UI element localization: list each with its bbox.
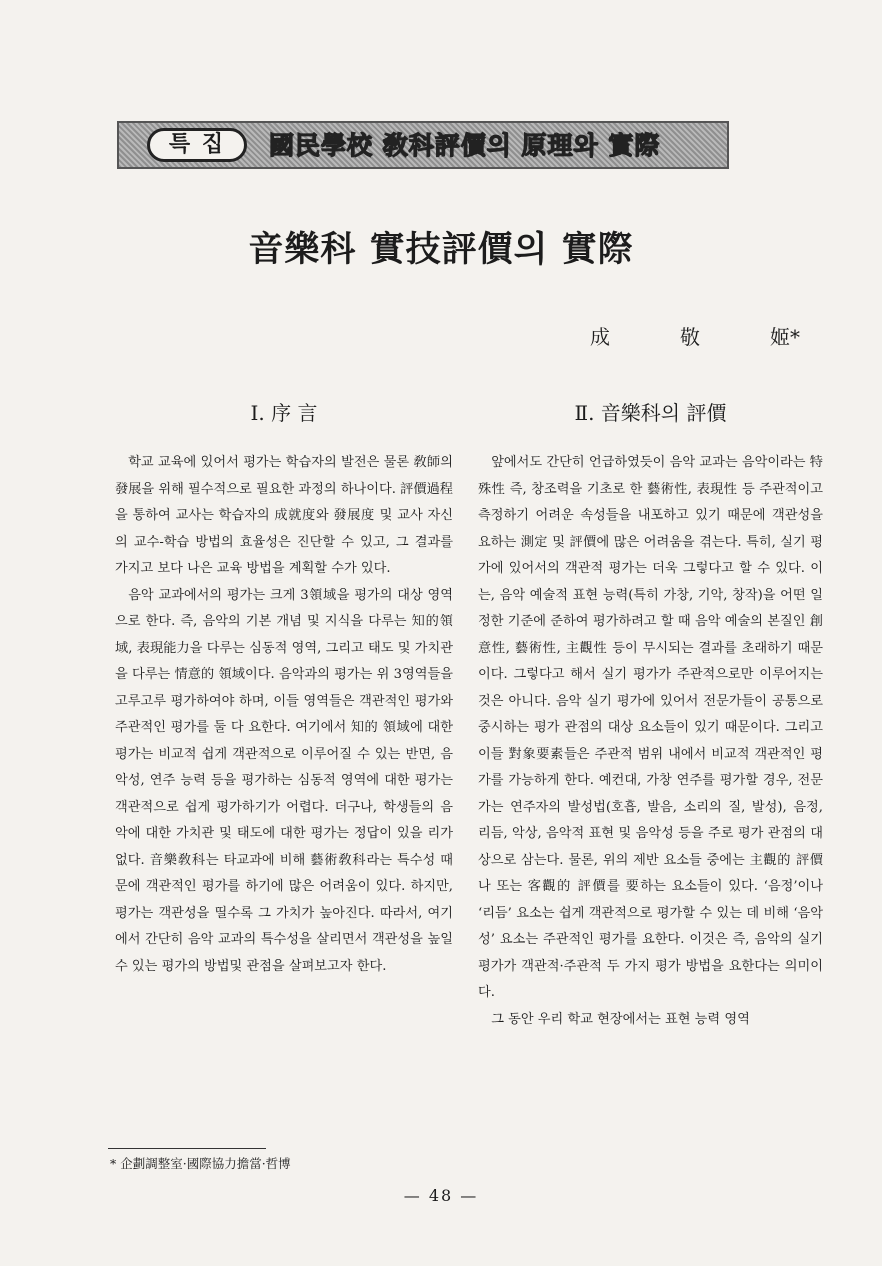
section-heading: Ⅱ. 音樂科의 評價 [574,401,727,425]
page-number: — 48 — [403,1186,479,1205]
special-feature-banner [117,121,729,169]
article-title: 音樂科 實技評價의 實際 [248,229,634,270]
section-introduction [115,398,453,980]
footnote-divider [108,1148,266,1149]
paragraph: 음악 교과에서의 평가는 크게 3領域을 평가의 대상 영역으로 한다. 즉, 음악의 기본 개념 및 지식을 다루는 知的領域, 表現能力을 다루는 심동적 영역, 그리고 태도 및 가치관을 다루는 情意的 領域이다. 음악과의 평가는 위 3영역들을 고루고루 평가하여야 하며, 이들 영역들은 객관적인 평가와 주관적인 평가를 둘 다 요한다. 여기에서 知的 領域에 대한 평가는 비교적 쉽게 객관적으로 이루어질 수 있는 반면, 음악성, 연주 능력 등을 평가하는 심동적 영역에 대한 평가는 객관적으로 쉽게 평가하기가 어렵다. 더구나, 학생들의 음악에 대한 가치관 및 태도에 대한 평가는 정답이 있을 리가 없다. 音樂敎科는 타교과에 비해 藝術敎科라는 특수성 때문에 객관적인 평가를 하기에 많은 어려움이 있다. 하지만, 평가는 객관성을 띨수록 그 가치가 높아진다. 따라서, 여기에서 간단히 음악 교과의 특수성을 살리면서 객관성을 높일 수 있는 평가의 방법및 관점을 살펴보고자 한다. [115,587,453,974]
paragraph: 학교 교육에 있어서 평가는 학습자의 발전은 물론 敎師의 發展을 위해 필수적으로 필요한 과정의 하나이다. 評價過程을 통하여 교사는 학습자의 成就度와 發展度 및 교사 자신의 교수-학습 방법의 효율성은 진단할 수 있고, 그 결과를 가지고 보다 나은 교육 방법을 계획할 수가 있다. [115,455,453,576]
paragraph: 앞에서도 간단히 언급하였듯이 음악 교과는 음악이라는 特殊性 즉, 창조력을 기초로 한 藝術性, 表現性 등 주관적이고 측정하기 어려운 속성들을 내포하고 있기 때문에 객관성을 요하는 測定 및 評價에 많은 어려움을 겪는다. 특히, 실기 평가에 있어서의 객관적 평가는 더욱 그렇다고 할 수 있다. 이는, 음악 예술적 표현 능력(특히 가창, 기악, 창작)을 어떤 일정한 기준에 준하여 평가하려고 할 때 음악 예술의 본질인 創意性, 藝術性, 主觀性 등이 무시되는 결과를 초래하기 때문이다. 그렇다고 해서 실기 평가가 주관적으로만 이루어지는 것은 아니다. 음악 실기 평가에 있어서 전문가들이 공통으로 중시하는 평가 관점의 대상 요소들이 있기 때문이다. 그리고 이들 對象要素들은 주관적 범위 내에서 비교적 객관적인 평가를 가능하게 한다. 예컨대, 가창 연주를 평가할 경우, 전문가는 연주자의 발성법(호흡, 발음, 소리의 질, 발성), 음정, 리듬, 악상, 음악적 표현 및 음악성 등을 주로 평가 관점의 대상으로 삼는다. 물론, 위의 제반 요소들 중에는 主觀的 評價나 또는 客觀的 評價를 要하는 요소들이 있다. ‘음정’이나 ‘리듬’ 요소는 쉽게 객관적으로 평가할 수 있는 데 비해 ‘음악성’ 요소는 주관적인 평가를 요한다. 이것은 즉, 음악의 실기 평가가 객관적·주관적 두 가지 평가 방법을 요한다는 의미이다. [478,455,823,1000]
author-char: 姬* [770,325,800,349]
paragraph: 그 동안 우리 학교 현장에서는 표현 능력 영역 [491,1011,750,1027]
author-char: 成 [590,325,610,349]
footnote: * 企劃調整室·國際協力擔當·哲博 [110,1156,291,1171]
author-char: 敬 [680,325,700,349]
section-heading: Ⅰ. 序 言 [250,401,318,425]
banner-title: 國民學校 敎科評價의 原理와 實際 [269,131,661,160]
author [590,321,800,350]
section-music-evaluation [478,398,823,1033]
banner-tag: 특 집 [147,128,247,162]
